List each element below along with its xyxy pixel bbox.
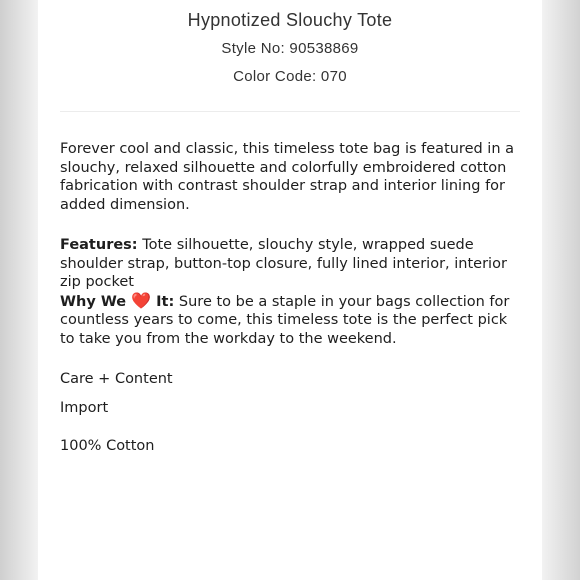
color-code: Color Code: 070 (233, 68, 347, 85)
why-label-before: Why We (60, 293, 132, 310)
product-header (38, 0, 542, 89)
why-text: Sure to be a staple in your bags collection for countless years to come, this timeless tote is the perfect pick to take you from the workday to the weekend. (60, 293, 510, 347)
features-paragraph (60, 236, 520, 292)
material-text: 100% Cotton (60, 438, 155, 454)
features-label: Features: (60, 237, 138, 253)
product-description: Forever cool and classic, this timeless tote bag is featured in a slouchy, relaxed silhouette and colorfully embroidered cotton fabrication with contrast shoulder strap and interior lining for added dimension. (60, 141, 515, 213)
style-number: Style No: 90538869 (221, 40, 359, 57)
care-heading: Care + Content (60, 371, 173, 387)
product-details (38, 140, 542, 456)
product-title: Hypnotized Slouchy Tote (187, 10, 393, 30)
why-we-love-it-paragraph (60, 292, 520, 349)
why-label-after: It: (151, 293, 175, 310)
header-divider (60, 111, 520, 112)
origin-text: Import (60, 399, 109, 416)
heart-icon: ❤️ (131, 290, 152, 310)
features-text: Tote silhouette, slouchy style, wrapped suede shoulder strap, button-top closure, fully lined interior, interior zip pocket (60, 237, 507, 290)
product-description-page (38, 0, 542, 580)
